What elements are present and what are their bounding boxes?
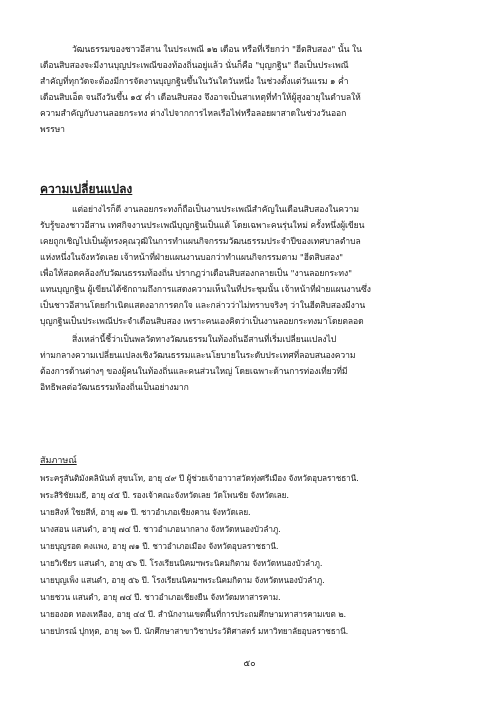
interview-entry: นายบุญเพ็ง แสนตำ, อายุ ๕๖ ปี. โรงเรียนนิคมฯพระนิคมกิตาม จังหวัดหนองบัวลำภู. xyxy=(40,575,325,585)
interview-entry: นายปกรณ์ ปุกหุต, อายุ ๖๓ ปี. นักศึกษาสาขาวิชาประวัติศาสตร์ มหาวิทยาลัยอุบลราชธานี. xyxy=(40,626,349,636)
paragraph-line: เพื่อให้สอดคล้องกับวัฒนธรรมท้องถิ่น ปรากฏว่าเดือนสิบสองกลายเป็น "งานลอยกระทง" xyxy=(40,269,352,279)
paragraph-line: ต้องการด้านต่างๆ ของผู้คนในท้องถิ่นและคนส่วนใหญ่ โดยเฉพาะด้านการท่องเที่ยวที่มี xyxy=(40,367,348,377)
interview-entry: นางสอน แสนตำ, อายุ ๗๔ ปี. ชาวอำเภอนากลาง จังหวัดหนองบัวลำภู. xyxy=(40,524,281,534)
paragraph-line: วัฒนธรรมของชาวอีสาน ในประเพณี ๑๒ เดือน หรือที่เรียกว่า "ฮีตสิบสอง" นั้น ใน xyxy=(72,45,362,55)
interviews-list xyxy=(40,470,470,640)
paragraph-line: สำคัญที่ทุกวัดจะต้องมีการจัดงานบุญกฐินขึ้นในวันใดวันหนึ่ง ในช่วงตั้งแต่วันแรม ๑ ค่ำ xyxy=(40,77,349,87)
interview-entry: พระสิริชัยเมธี, อายุ ๔๕ ปี. รองเจ้าคณะจังหวัดเลย วัดโพนชัย จังหวัดเลย. xyxy=(40,490,289,500)
paragraph-line: อิทธิพลต่อวัฒนธรรมท้องถิ่นเป็นอย่างมาก xyxy=(40,383,189,393)
paragraph-line: แห่งหนึ่งในจังหวัดเลย เจ้าหน้าที่ฝ่ายแผนงานบอกว่าทำแผนกิจกรรมตาม "ฮีตสิบสอง" xyxy=(40,253,344,263)
page-number: ๕๐ xyxy=(243,659,256,669)
interview-entry: นายบุญรอด คงแพง, อายุ ๗๑ ปี. ชาวอำเภอเมือง จังหวัดอุบลราชธานี. xyxy=(40,541,279,551)
paragraph-line: แต่อย่างไรก็ดี งานลอยกระทงก็ถือเป็นงานประเพณีสำคัญในเดือนสิบสองในความ xyxy=(72,205,359,215)
paragraph-line: แทนบุญกฐิน ผู้เขียนได้ซักถามถึงการแสดงความเห็นในที่ประชุมนั้น เจ้าหน้าที่ฝ่ายแผนงานซึ่ง xyxy=(40,285,371,295)
paragraph-line: เดือนสิบสองจะมีงานบุญประเพณีของท้องถิ่นอยู่แล้ว นั่นก็คือ "บุญกฐิน" ถือเป็นประเพณี xyxy=(40,61,349,71)
paragraph-line: เป็นชาวอีสานโดยกำเนิดแสดงอาการตกใจ และกล่าวว่าไม่ทราบจริงๆ ว่าในฮีตสิบสองมีงาน xyxy=(40,301,366,311)
paragraph-line: ความสำคัญกับงานลอยกระทง ต่างไปจากการไหลเรือไฟหรือลอยผาสาดในช่วงวันออก xyxy=(40,109,347,119)
paragraph-line: ท่ามกลางความเปลี่ยนแปลงเชิงวัฒนธรรมและนโยบายในระดับประเทศที่ลอบสนองความ xyxy=(40,351,356,361)
paragraph-line: เคยถูกเชิญไปเป็นผู้ทรงคุณวุฒิในการทำแผนกิจกรรมวัฒนธรรมประจำปีของเทศบาลตำบล xyxy=(40,237,361,247)
paragraph-line: เดือนสิบเอ็ด จนถึงวันขึ้น ๑๕ ค่ำ เดือนสิบสอง จึงอาจเป็นสาเหตุที่ทำให้ผู้สูงอายุในตำบลให้ xyxy=(40,93,361,103)
intro-paragraph xyxy=(40,42,460,138)
paragraph-line: บุญกฐินเป็นประเพณีประจำเดือนสิบสอง เพราะคนเองคิดว่าเป็นงานลอยกระทงมาโดยตลอด xyxy=(40,317,364,327)
interview-entry: นายชวน แสนตำ, อายุ ๗๔ ปี. ชาวอำเภอเชียงยืน จังหวัดมหาสารคาม. xyxy=(40,592,281,602)
paragraph-line: พรรษา xyxy=(40,125,65,135)
section-heading: ความเปลี่ยนแปลง xyxy=(40,182,133,196)
paragraph-line: รับรู้ของชาวอีสาน เทศกิจงานประเพณีบุญกฐินเป็นแต้ โดยเฉพาะคนรุ่นใหม่ ครั้งหนึ่งผู้เขียน xyxy=(40,221,365,231)
dynamics-paragraph xyxy=(40,332,460,396)
interviews-title: สัมภาษณ์ xyxy=(40,456,77,466)
change-paragraph xyxy=(40,202,460,330)
interview-entry: นายสิงห์ ใชยสีห์, อายุ ๗๑ ปี. ชาวอำเภอเชียงคาน จังหวัดเลย. xyxy=(40,507,251,517)
interview-entry: นายองอด ทองเหลือง, อายุ ๔๔ ปี. สำนักงานเขตพื้นที่การประถมศึกษามหาสารคามเขต ๒. xyxy=(40,609,347,619)
interview-entry: พระครูสันติมังคลินันท์ สุขนโท, อายุ ๔๙ ปี ผู้ช่วยเจ้าอาวาสวัดทุ่งศรีเมือง จังหวัดอุบลราชธานี. xyxy=(40,473,359,483)
interview-entry: นายวิเชียร แสนตำ, อายุ ๕๖ ปี. โรงเรียนนิคมฯพระนิคมกิตาม จังหวัดหนองบัวลำภู. xyxy=(40,558,323,568)
paragraph-line: สิ่งเหล่านี้ชี้ว่าเป็นพลวัตทางวัฒนธรรมในท้องถิ่นอีสานที่เริ่มเปลี่ยนแปลงไป xyxy=(72,335,337,345)
